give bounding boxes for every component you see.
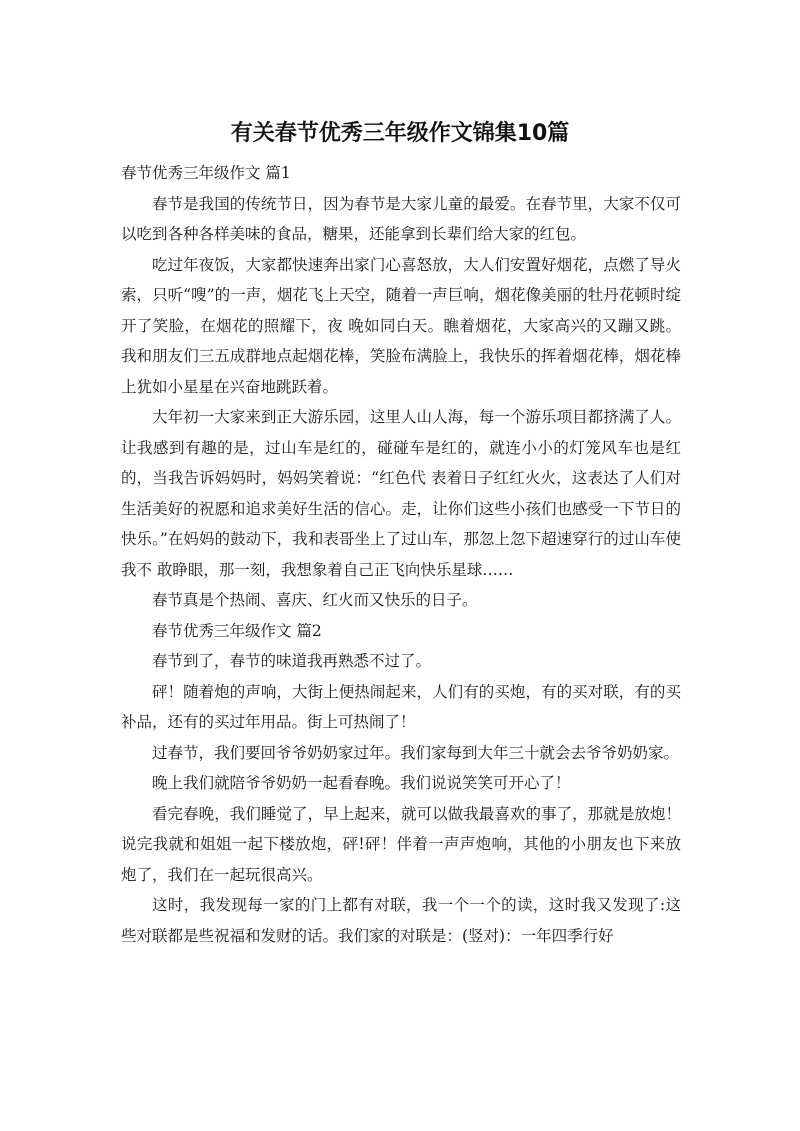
paragraph: 砰！随着炮的声响，大街上便热闹起来，人们有的买炮，有的买对联，有的买补品，还有的买过年用品。街上可热闹了！ (121, 682, 681, 731)
paragraph: 春节是我国的传统节日，因为春节是大家儿童的最爱。在春节里，大家不仅可以吃到各种各样美味的食品，糖果，还能拿到长辈们给大家的红包。 (121, 194, 681, 243)
page-title: 有关春节优秀三年级作文锦集10篇 (230, 121, 570, 146)
document-body (121, 158, 681, 951)
section-heading: 春节优秀三年级作文 篇2 (152, 621, 322, 640)
paragraph: 这时，我发现每一家的门上都有对联，我一个一个的读，这时我又发现了:这些对联都是些祝福和发财的话。我们家的对联是：(竖对)：一年四季行好 (121, 896, 681, 945)
paragraph: 吃过年夜饭，大家都快速奔出家门心喜怒放，大人们安置好烟花，点燃了导火索，只听“嗖”的一声，烟花飞上天空，随着一声巨响，烟花像美丽的牡丹花顿时绽开了笑脸，在烟花的照耀下，夜 晚如同白天。瞧着烟花，大家高兴的又蹦又跳。我和朋友们三五成群地点起烟花棒，笑脸布满脸上，我快乐的挥着烟花棒，烟花棒上犹如小星星在兴奋地跳跃着。 (121, 255, 681, 396)
paragraph: 过春节，我们要回爷爷奶奶家过年。我们家每到大年三十就会去爷爷奶奶家。 (152, 743, 680, 762)
paragraph: 春节到了，春节的味道我再熟悉不过了。 (152, 652, 432, 670)
paragraph: 春节真是个热闹、喜庆、红火而又快乐的日子。 (152, 591, 478, 609)
paragraph: 看完春晚，我们睡觉了，早上起来，就可以做我最喜欢的事了，那就是放炮！说完我就和姐姐一起下楼放炮，砰!砰！伴着一声声炮响，其他的小朋友也下来放炮了，我们在一起玩很高兴。 (121, 804, 681, 884)
paragraph: 晚上我们就陪爷爷奶奶一起看春晚。我们说说笑笑可开心了！ (152, 774, 571, 792)
paragraph: 大年初一大家来到正大游乐园，这里人山人海，每一个游乐项目都挤满了人。让我感到有趣的是，过山车是红的，碰碰车是红的，就连小小的灯笼风车也是红的，当我告诉妈妈时，妈妈笑着说：“红色代 表着日子红红火火，这表达了人们对生活美好的祝愿和追求美好生活的信心。走，让你们这些小孩们也感受一下节日的快乐。”在妈妈的鼓动下，我和表哥坐上了过山车，那忽上忽下超速穿行的过山车使我不 敢睁眼，那一刻，我想象着自己正飞向快乐星球…… (121, 408, 681, 579)
section-heading: 春节优秀三年级作文 篇1 (121, 164, 291, 182)
